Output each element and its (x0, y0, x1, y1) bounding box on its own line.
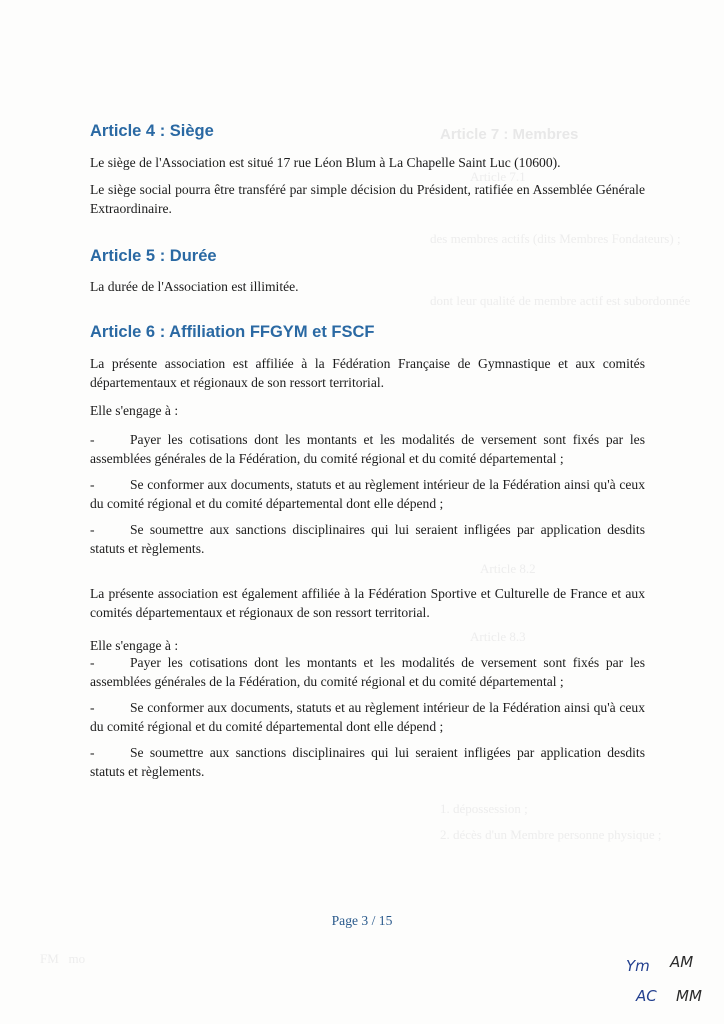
bleed-through-heading: Article 7 : Membres (440, 126, 579, 143)
ffgym-list-item-3 (90, 520, 645, 558)
article-6-fscf-engage: Elle s'engage à : (90, 638, 179, 653)
article-4-paragraph-2: Le siège social pourra être transféré par simple décision du Président, ratifiée en Assemblée Générale Extraordinaire. (90, 182, 645, 216)
bleed-through-text: 1. dépossession ; (440, 801, 528, 816)
bullet-dash: - (90, 745, 95, 760)
bleed-through-text: Article 7.1 (470, 169, 526, 184)
bullet-dash: - (90, 522, 95, 537)
ffgym-list-item-2 (90, 475, 645, 513)
initials-am: AM (670, 953, 694, 971)
bleed-through-text: Article 8.3 (470, 629, 526, 644)
list-item-text: Se conformer aux documents, statuts et au règlement intérieur de la Fédération ainsi qu'à ceux du comité régional et du comité départemental dont elle dépend ; (90, 477, 645, 511)
article-4-paragraph-1: Le siège de l'Association est situé 17 rue Léon Blum à La Chapelle Saint Luc (10600). (90, 155, 561, 170)
article-6-fscf-intro: La présente association est également affiliée à la Fédération Sportive et Culturelle de France et aux comités départementaux et régionaux de son ressort territorial. (90, 586, 645, 620)
article-4-title: Article 4 : Siège (90, 122, 214, 140)
article-6-ffgym-intro: La présente association est affiliée à la Fédération Française de Gymnastique et aux comités départementaux et régionaux de son ressort territorial. (90, 356, 645, 390)
list-item-text: Se soumettre aux sanctions disciplinaires qui lui seraient infligées par application desdits statuts et règlements. (90, 745, 645, 779)
bleed-through-text: 2. décès d'un Membre personne physique ; (440, 827, 662, 842)
initials-ac: AC (636, 987, 657, 1005)
bleed-through-text: des membres actifs (dits Membres Fondateurs) ; (430, 231, 681, 246)
bullet-dash: - (90, 655, 95, 670)
bullet-dash: - (90, 477, 95, 492)
initials-ym: Ym (626, 957, 650, 975)
bullet-dash: - (90, 700, 95, 715)
article-5-title: Article 5 : Durée (90, 247, 217, 265)
initials-mm: MM (676, 987, 702, 1005)
bullet-dash: - (90, 432, 95, 447)
fscf-list-item-3 (90, 743, 645, 781)
article-6-ffgym-engage: Elle s'engage à : (90, 403, 179, 418)
bleed-through-text: dont leur qualité de membre actif est subordonnée (430, 293, 691, 308)
article-6-title: Article 6 : Affiliation FFGYM et FSCF (90, 323, 375, 341)
article-5-paragraph-1: La durée de l'Association est illimitée. (90, 279, 299, 294)
bleed-through-text: Article 8.2 (480, 561, 536, 576)
page-number: Page 3 / 15 (331, 913, 393, 928)
ffgym-list-item-1 (90, 430, 645, 468)
list-item-text: Payer les cotisations dont les montants et les modalités de versement sont fixés par les assemblées générales de la Fédération, du comité régional et du comité départemental ; (90, 655, 645, 689)
list-item-text: Payer les cotisations dont les montants et les modalités de versement sont fixés par les assemblées générales de la Fédération, du comité régional et du comité départemental ; (90, 432, 645, 466)
list-item-text: Se conformer aux documents, statuts et au règlement intérieur de la Fédération ainsi qu'à ceux du comité régional et du comité départemental dont elle dépend ; (90, 700, 645, 734)
bleed-through-text: FM mo (40, 951, 86, 966)
fscf-list-item-1 (90, 653, 645, 691)
list-item-text: Se soumettre aux sanctions disciplinaires qui lui seraient infligées par application desdits statuts et règlements. (90, 522, 645, 556)
fscf-list-item-2 (90, 698, 645, 736)
